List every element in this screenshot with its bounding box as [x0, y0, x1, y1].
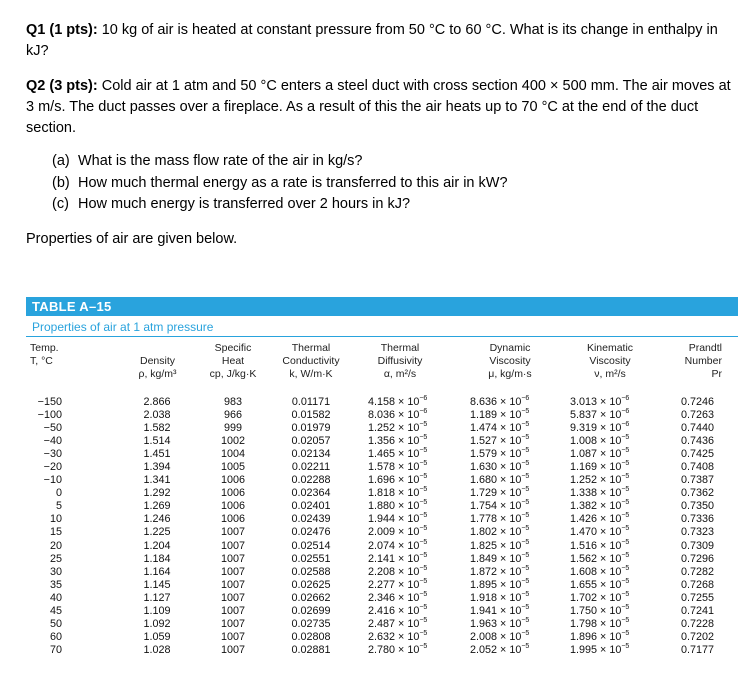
cell-specific-heat: 1007	[220, 643, 246, 656]
cell-temp: −100	[37, 409, 62, 422]
cell-density: 1.246	[143, 513, 171, 526]
cell-kinematic-viscosity: $1.252 \times 10^{-5}$	[570, 473, 630, 487]
cell-temp: 25	[49, 552, 62, 565]
properties-note: Properties of air are given below.	[26, 231, 238, 247]
cell-conductivity: 0.02439	[291, 513, 331, 526]
cell-conductivity: 0.02881	[291, 643, 331, 656]
cell-kinematic-viscosity: $1.382 \times 10^{-5}$	[570, 499, 630, 513]
cell-temp: −20	[43, 461, 62, 474]
cell-prandtl: 0.7440	[680, 422, 714, 435]
cell-density: 1.341	[143, 474, 171, 487]
cell-diffusivity: $2.632 \times 10^{-5}$	[368, 629, 428, 643]
cell-kinematic-viscosity: $9.319 \times 10^{-6}$	[570, 421, 630, 435]
cell-prandtl: 0.7362	[680, 487, 714, 500]
cell-temp: 0	[55, 487, 62, 500]
cell-specific-heat: 1002	[220, 435, 246, 448]
cell-conductivity: 0.02588	[291, 565, 331, 578]
cell-dynamic-viscosity: $1.579 \times 10^{-5}$	[470, 447, 530, 461]
cell-density: 1.451	[143, 448, 171, 461]
cell-specific-heat: 1007	[220, 552, 246, 565]
cell-specific-heat: 1007	[220, 539, 246, 552]
cell-specific-heat: 983	[223, 396, 242, 408]
cell-prandtl: 0.7336	[680, 513, 714, 526]
cell-conductivity: 0.02662	[291, 591, 331, 604]
cell-diffusivity: $2.346 \times 10^{-5}$	[368, 590, 428, 604]
cell-density: 1.164	[143, 565, 171, 578]
cell-temp: 20	[49, 539, 62, 552]
question-1-text: 10 kg of air is heated at constant pressure from 50 °C to 60 °C. What is its change in enthalpy in kJ?	[26, 22, 718, 59]
cell-diffusivity: $2.208 \times 10^{-5}$	[368, 564, 428, 578]
cell-dynamic-viscosity: $1.918 \times 10^{-5}$	[470, 590, 530, 604]
cell-conductivity: 0.02134	[291, 448, 331, 461]
question-2-label: Q2 (3 pts):	[26, 78, 98, 94]
cell-conductivity: 0.02514	[291, 539, 331, 552]
cell-diffusivity: $1.880 \times 10^{-5}$	[368, 499, 428, 513]
cell-kinematic-viscosity: $1.750 \times 10^{-5}$	[570, 603, 630, 617]
cell-dynamic-viscosity: $1.872 \times 10^{-5}$	[470, 564, 530, 578]
table-rule	[26, 336, 738, 337]
cell-density: 2.038	[143, 409, 171, 422]
column-dynamic-viscosity	[470, 396, 560, 657]
cell-prandtl: 0.7228	[680, 617, 714, 630]
cell-prandtl: 0.7425	[680, 448, 714, 461]
cell-temp: 30	[49, 565, 62, 578]
header-diffusivity: Thermal Diffusivity α, m²/s	[377, 342, 423, 380]
cell-density: 1.582	[143, 422, 171, 435]
question-2-part-c	[52, 194, 410, 215]
cell-specific-heat: 1006	[220, 513, 246, 526]
cell-temp: −10	[43, 474, 62, 487]
cell-diffusivity: $2.277 \times 10^{-5}$	[368, 577, 428, 591]
cell-conductivity: 0.02625	[291, 578, 331, 591]
cell-specific-heat: 1007	[220, 591, 246, 604]
cell-kinematic-viscosity: $1.608 \times 10^{-5}$	[570, 564, 630, 578]
cell-diffusivity: $2.074 \times 10^{-5}$	[368, 538, 428, 552]
cell-prandtl: 0.7177	[680, 643, 714, 656]
header-dynamic-viscosity: Dynamic Viscosity μ, kg/m·s	[488, 342, 532, 380]
cell-dynamic-viscosity: $1.825 \times 10^{-5}$	[470, 538, 530, 552]
cell-density: 1.514	[143, 435, 171, 448]
column-kinematic-viscosity	[570, 396, 660, 657]
cell-density: 1.145	[143, 578, 171, 591]
cell-temp: 40	[49, 591, 62, 604]
header-conductivity: Thermal Conductivity k, W/m·K	[282, 342, 340, 380]
cell-conductivity: 0.02699	[291, 604, 331, 617]
cell-prandtl: 0.7296	[680, 552, 714, 565]
cell-specific-heat: 1006	[220, 487, 246, 500]
cell-kinematic-viscosity: $1.798 \times 10^{-5}$	[570, 616, 630, 630]
cell-kinematic-viscosity: $1.338 \times 10^{-5}$	[570, 486, 630, 500]
cell-dynamic-viscosity: $1.729 \times 10^{-5}$	[470, 486, 530, 500]
cell-prandtl: 0.7241	[680, 604, 714, 617]
cell-density: 1.225	[143, 526, 171, 539]
cell-specific-heat: 1007	[220, 578, 246, 591]
cell-temp: 10	[49, 513, 62, 526]
part-label: (b)	[52, 175, 70, 191]
cell-diffusivity: $4.158 \times 10^{-6}$	[368, 395, 428, 408]
cell-kinematic-viscosity: $1.995 \times 10^{-5}$	[570, 642, 630, 656]
cell-conductivity: 0.02808	[291, 630, 331, 643]
cell-dynamic-viscosity: $1.778 \times 10^{-5}$	[470, 512, 530, 526]
cell-temp: −150	[37, 396, 62, 408]
cell-dynamic-viscosity: $2.052 \times 10^{-5}$	[470, 642, 530, 656]
question-1	[26, 20, 736, 62]
cell-specific-heat: 966	[223, 409, 242, 422]
cell-temp: 60	[49, 630, 62, 643]
cell-kinematic-viscosity: $1.470 \times 10^{-5}$	[570, 525, 630, 539]
header-temp: Temp. T, °C	[30, 342, 59, 367]
column-diffusivity	[368, 396, 458, 657]
cell-specific-heat: 1007	[220, 526, 246, 539]
cell-specific-heat: 999	[223, 422, 242, 435]
cell-dynamic-viscosity: $1.941 \times 10^{-5}$	[470, 603, 530, 617]
cell-dynamic-viscosity: $2.008 \times 10^{-5}$	[470, 629, 530, 643]
cell-prandtl: 0.7408	[680, 461, 714, 474]
cell-density: 1.184	[143, 552, 171, 565]
cell-conductivity: 0.02288	[291, 474, 331, 487]
part-text: How much energy is transferred over 2 hours in kJ?	[78, 196, 411, 212]
cell-temp: 70	[49, 643, 62, 656]
cell-prandtl: 0.7255	[680, 591, 714, 604]
cell-kinematic-viscosity: $1.655 \times 10^{-5}$	[570, 577, 630, 591]
cell-temp: 5	[55, 500, 62, 513]
cell-temp: −50	[43, 422, 62, 435]
cell-dynamic-viscosity: $1.474 \times 10^{-5}$	[470, 421, 530, 435]
cell-prandtl: 0.7387	[680, 474, 714, 487]
question-2-part-b	[52, 173, 508, 194]
cell-kinematic-viscosity: $1.896 \times 10^{-5}$	[570, 629, 630, 643]
cell-density: 1.394	[143, 461, 171, 474]
cell-kinematic-viscosity: $3.013 \times 10^{-6}$	[570, 395, 630, 408]
cell-temp: 35	[49, 578, 62, 591]
cell-kinematic-viscosity: $1.008 \times 10^{-5}$	[570, 434, 630, 448]
part-text: How much thermal energy as a rate is transferred to this air in kW?	[78, 175, 508, 191]
question-2-text: Cold air at 1 atm and 50 °C enters a steel duct with cross section 400 × 500 mm. The air moves at 3 m/s. The duct passes over a fireplace. As a result of this the air heats up to 70 °C at the end of the duct section.	[26, 78, 731, 136]
cell-diffusivity: $1.356 \times 10^{-5}$	[368, 434, 428, 448]
cell-dynamic-viscosity: $1.963 \times 10^{-5}$	[470, 616, 530, 630]
header-density: Density ρ, kg/m³	[138, 355, 177, 380]
cell-diffusivity: $2.009 \times 10^{-5}$	[368, 525, 428, 539]
header-prandtl: Prandtl Number Pr	[684, 342, 722, 380]
cell-conductivity: 0.01582	[291, 409, 331, 422]
question-2	[26, 76, 736, 139]
column-conductivity	[276, 396, 346, 657]
cell-conductivity: 0.02057	[291, 435, 331, 448]
cell-kinematic-viscosity: $1.562 \times 10^{-5}$	[570, 551, 630, 565]
cell-specific-heat: 1007	[220, 630, 246, 643]
cell-dynamic-viscosity: $8.636 \times 10^{-6}$	[470, 395, 530, 408]
cell-dynamic-viscosity: $1.802 \times 10^{-5}$	[470, 525, 530, 539]
cell-dynamic-viscosity: $1.189 \times 10^{-5}$	[470, 408, 530, 422]
cell-diffusivity: $1.944 \times 10^{-5}$	[368, 512, 428, 526]
cell-conductivity: 0.01171	[291, 396, 331, 408]
cell-diffusivity: $1.818 \times 10^{-5}$	[368, 486, 428, 500]
cell-temp: 15	[49, 526, 62, 539]
question-2-part-a	[52, 151, 362, 172]
cell-kinematic-viscosity: $1.702 \times 10^{-5}$	[570, 590, 630, 604]
cell-kinematic-viscosity: $5.837 \times 10^{-6}$	[570, 408, 630, 422]
cell-kinematic-viscosity: $1.169 \times 10^{-5}$	[570, 460, 630, 474]
cell-kinematic-viscosity: $1.516 \times 10^{-5}$	[570, 538, 630, 552]
cell-density: 1.109	[143, 604, 171, 617]
cell-prandtl: 0.7350	[680, 500, 714, 513]
cell-dynamic-viscosity: $1.754 \times 10^{-5}$	[470, 499, 530, 513]
cell-diffusivity: $1.696 \times 10^{-5}$	[368, 473, 428, 487]
cell-dynamic-viscosity: $1.680 \times 10^{-5}$	[470, 473, 530, 487]
cell-prandtl: 0.7309	[680, 539, 714, 552]
cell-dynamic-viscosity: $1.527 \times 10^{-5}$	[470, 434, 530, 448]
header-specific-heat: Specific Heat cp, J/kg·K	[209, 342, 257, 380]
cell-prandtl: 0.7263	[680, 409, 714, 422]
cell-diffusivity: $2.416 \times 10^{-5}$	[368, 603, 428, 617]
part-label: (c)	[52, 196, 69, 212]
cell-conductivity: 0.01979	[291, 422, 331, 435]
table-caption: Properties of air at 1 atm pressure	[32, 320, 214, 334]
cell-density: 1.028	[143, 643, 171, 656]
cell-kinematic-viscosity: $1.087 \times 10^{-5}$	[570, 447, 630, 461]
cell-specific-heat: 1007	[220, 565, 246, 578]
cell-specific-heat: 1006	[220, 500, 246, 513]
cell-specific-heat: 1005	[220, 461, 246, 474]
cell-prandtl: 0.7282	[680, 565, 714, 578]
cell-diffusivity: $2.780 \times 10^{-5}$	[368, 642, 428, 656]
cell-specific-heat: 1007	[220, 604, 246, 617]
cell-density: 2.866	[143, 396, 171, 408]
cell-conductivity: 0.02401	[291, 500, 331, 513]
cell-conductivity: 0.02735	[291, 617, 331, 630]
cell-specific-heat: 1004	[220, 448, 246, 461]
cell-temp: 50	[49, 617, 62, 630]
header-kinematic-viscosity: Kinematic Viscosity ν, m²/s	[586, 342, 634, 380]
cell-conductivity: 0.02211	[291, 461, 331, 474]
column-temp	[22, 396, 62, 657]
cell-kinematic-viscosity: $1.426 \times 10^{-5}$	[570, 512, 630, 526]
cell-prandtl: 0.7246	[680, 396, 714, 408]
cell-diffusivity: $1.252 \times 10^{-5}$	[368, 421, 428, 435]
cell-temp: −40	[43, 435, 62, 448]
cell-density: 1.292	[143, 487, 171, 500]
cell-diffusivity: $2.141 \times 10^{-5}$	[368, 551, 428, 565]
cell-density: 1.127	[143, 591, 171, 604]
cell-temp: −30	[43, 448, 62, 461]
cell-conductivity: 0.02476	[291, 526, 331, 539]
cell-dynamic-viscosity: $1.895 \times 10^{-5}$	[470, 577, 530, 591]
column-prandtl	[660, 396, 714, 657]
part-label: (a)	[52, 153, 70, 169]
cell-dynamic-viscosity: $1.849 \times 10^{-5}$	[470, 551, 530, 565]
column-specific-heat	[200, 396, 266, 657]
table-title: TABLE A–15	[26, 297, 738, 316]
question-1-label: Q1 (1 pts):	[26, 22, 98, 38]
cell-prandtl: 0.7323	[680, 526, 714, 539]
cell-conductivity: 0.02551	[291, 552, 331, 565]
cell-density: 1.269	[143, 500, 171, 513]
cell-dynamic-viscosity: $1.630 \times 10^{-5}$	[470, 460, 530, 474]
cell-specific-heat: 1007	[220, 617, 246, 630]
cell-diffusivity: $1.578 \times 10^{-5}$	[368, 460, 428, 474]
cell-prandtl: 0.7202	[680, 630, 714, 643]
cell-density: 1.204	[143, 539, 171, 552]
column-density	[122, 396, 192, 657]
cell-diffusivity: $2.487 \times 10^{-5}$	[368, 616, 428, 630]
cell-prandtl: 0.7268	[680, 578, 714, 591]
cell-prandtl: 0.7436	[680, 435, 714, 448]
cell-density: 1.092	[143, 617, 171, 630]
cell-temp: 45	[49, 604, 62, 617]
cell-density: 1.059	[143, 630, 171, 643]
cell-diffusivity: $8.036 \times 10^{-6}$	[368, 408, 428, 422]
cell-conductivity: 0.02364	[291, 487, 331, 500]
cell-specific-heat: 1006	[220, 474, 246, 487]
part-text: What is the mass flow rate of the air in kg/s?	[78, 153, 363, 169]
cell-diffusivity: $1.465 \times 10^{-5}$	[368, 447, 428, 461]
